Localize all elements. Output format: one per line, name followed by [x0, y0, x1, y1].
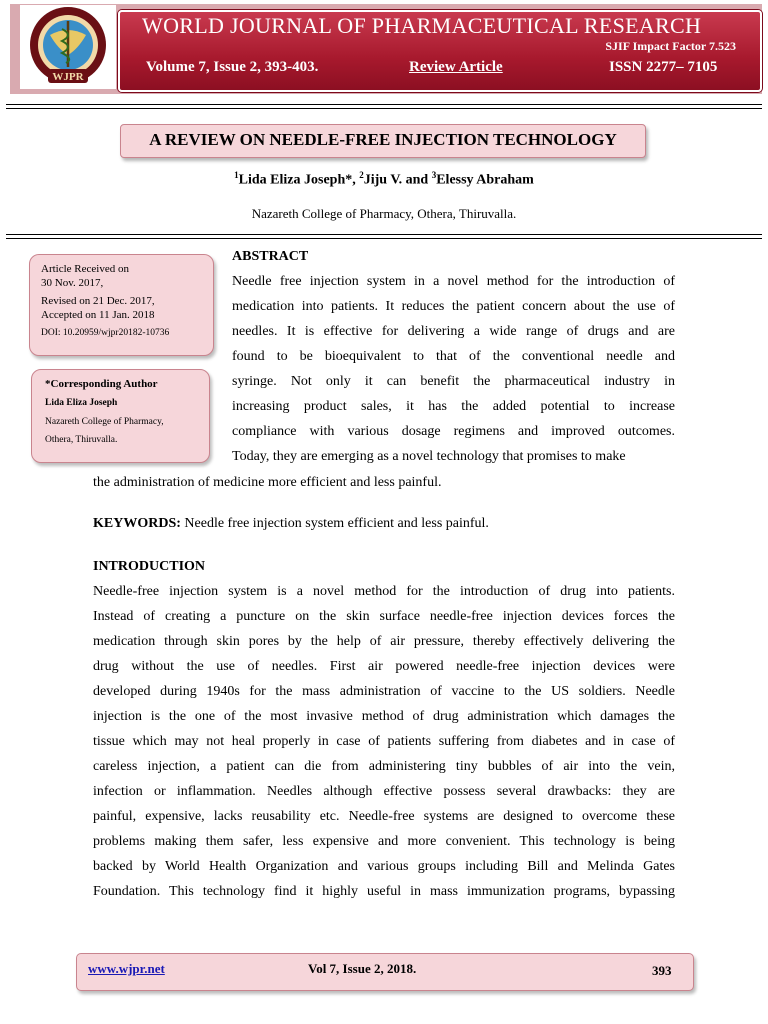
abstract-line: needles. It is effective for delivering a wide range of drugs and are: [232, 324, 675, 339]
introduction-body: [93, 579, 675, 904]
abstract-line: Today, they are emerging as a novel technology that promises to make: [232, 449, 626, 464]
intro-line: backed by World Health Organization and various groups including Bill and Melinda Gates: [93, 859, 675, 874]
affiliation: Nazareth College of Pharmacy, Othera, Thiruvalla.: [251, 206, 517, 221]
divider: [6, 104, 762, 105]
intro-line: infection or inflammation. Needles although effective possess several drawbacks: they are: [93, 784, 675, 799]
author-name: Lida Eliza Joseph*,: [238, 172, 360, 188]
corresponding-heading: *Corresponding Author: [45, 378, 158, 390]
article-type-link[interactable]: Review Article: [409, 59, 503, 75]
intro-line: injection is the one of the most invasive method of drug administration which damages the: [93, 709, 675, 724]
keywords-text: Needle free injection system efficient and less painful.: [180, 516, 489, 531]
page-number: 393: [652, 963, 672, 978]
author-affiliation-marker: 3: [431, 170, 437, 180]
svg-text:WJPR: WJPR: [52, 71, 84, 83]
intro-line: drug without the use of needles. First air powered needle-free injection devices were: [93, 659, 675, 674]
intro-line: developed during 1940s for the mass administration of vaccine to the US soldiers. Needle: [93, 684, 675, 699]
abstract-line: found to be bioequivalent to that of the conventional needle and: [232, 349, 675, 364]
keywords: [93, 516, 489, 532]
accepted-date: Accepted on 11 Jan. 2018: [41, 309, 155, 321]
author-name: Jiju V. and: [363, 172, 432, 188]
introduction-heading: INTRODUCTION: [93, 559, 206, 574]
author-list: [0, 170, 768, 189]
abstract-body: [232, 269, 675, 469]
corresponding-address-line: Othera, Thiruvalla.: [45, 435, 118, 445]
abstract-heading: ABSTRACT: [232, 249, 309, 264]
received-date: 30 Nov. 2017,: [41, 277, 104, 289]
website-link[interactable]: www.wjpr.net: [88, 961, 165, 976]
article-title: A REVIEW ON NEEDLE-FREE INJECTION TECHNOLOGY: [149, 130, 617, 149]
author-affiliation-marker: 2: [359, 170, 364, 180]
issn: ISSN 2277– 7105: [609, 59, 718, 75]
author-name: Elessy Abraham: [436, 172, 534, 188]
abstract-line: Needle free injection system in a novel method for the introduction of: [232, 274, 675, 289]
keywords-label: KEYWORDS:: [93, 516, 181, 531]
abstract-line: the administration of medicine more efficient and less painful.: [93, 475, 442, 490]
footer-issue: Vol 7, Issue 2, 2018.: [308, 961, 417, 976]
intro-line: Instead of creating a puncture on the skin surface needle-free injection devices forces the: [93, 609, 675, 624]
intro-line: tissue which may not heal properly in case of patients suffering from diabetes and in case of: [93, 734, 675, 749]
author-affiliation-marker: 1: [234, 170, 239, 180]
journal-logo: [20, 5, 116, 89]
intro-line: careless injection, a patient can die from administering tiny bubbles of air into the vein,: [93, 759, 675, 774]
corresponding-name: Lida Eliza Joseph: [45, 398, 118, 408]
volume-info: Volume 7, Issue 2, 393-403.: [146, 59, 319, 75]
impact-factor: SJIF Impact Factor 7.523: [605, 39, 736, 53]
received-label: Article Received on: [41, 263, 129, 275]
intro-line: painful, expensive, lacks reusability etc. Needle-free systems are designed to overcome these: [93, 809, 675, 824]
journal-title: WORLD JOURNAL OF PHARMACEUTICAL RESEARCH: [142, 13, 702, 38]
intro-line: Foundation. This technology find it highly useful in mass immunization programs, bypassing: [93, 884, 675, 899]
divider: [6, 108, 762, 109]
divider: [6, 238, 762, 239]
abstract-line: syringe. Not only it can benefit the pharmaceutical industry in: [232, 374, 675, 389]
abstract-line: compliance with various dosage regimens and improved outcomes.: [232, 424, 675, 439]
divider: [6, 234, 762, 235]
abstract-line: increasing product sales, it has the added potential to increase: [232, 399, 675, 414]
revised-date: Revised on 21 Dec. 2017,: [41, 295, 155, 307]
intro-line: problems making them safer, less expensive and more convenient. This technology is being: [93, 834, 675, 849]
corresponding-address-line: Nazareth College of Pharmacy,: [45, 417, 164, 427]
abstract-line: medication into patients. It reduces the patient concern about the use of: [232, 299, 675, 314]
intro-line: Needle-free injection system is a novel method for the introduction of drug into patients.: [93, 584, 675, 599]
intro-line: medication through skin pores by the help of air pressure, thereby effectively delivering the: [93, 634, 675, 649]
doi: DOI: 10.20959/wjpr20182-10736: [41, 328, 170, 338]
